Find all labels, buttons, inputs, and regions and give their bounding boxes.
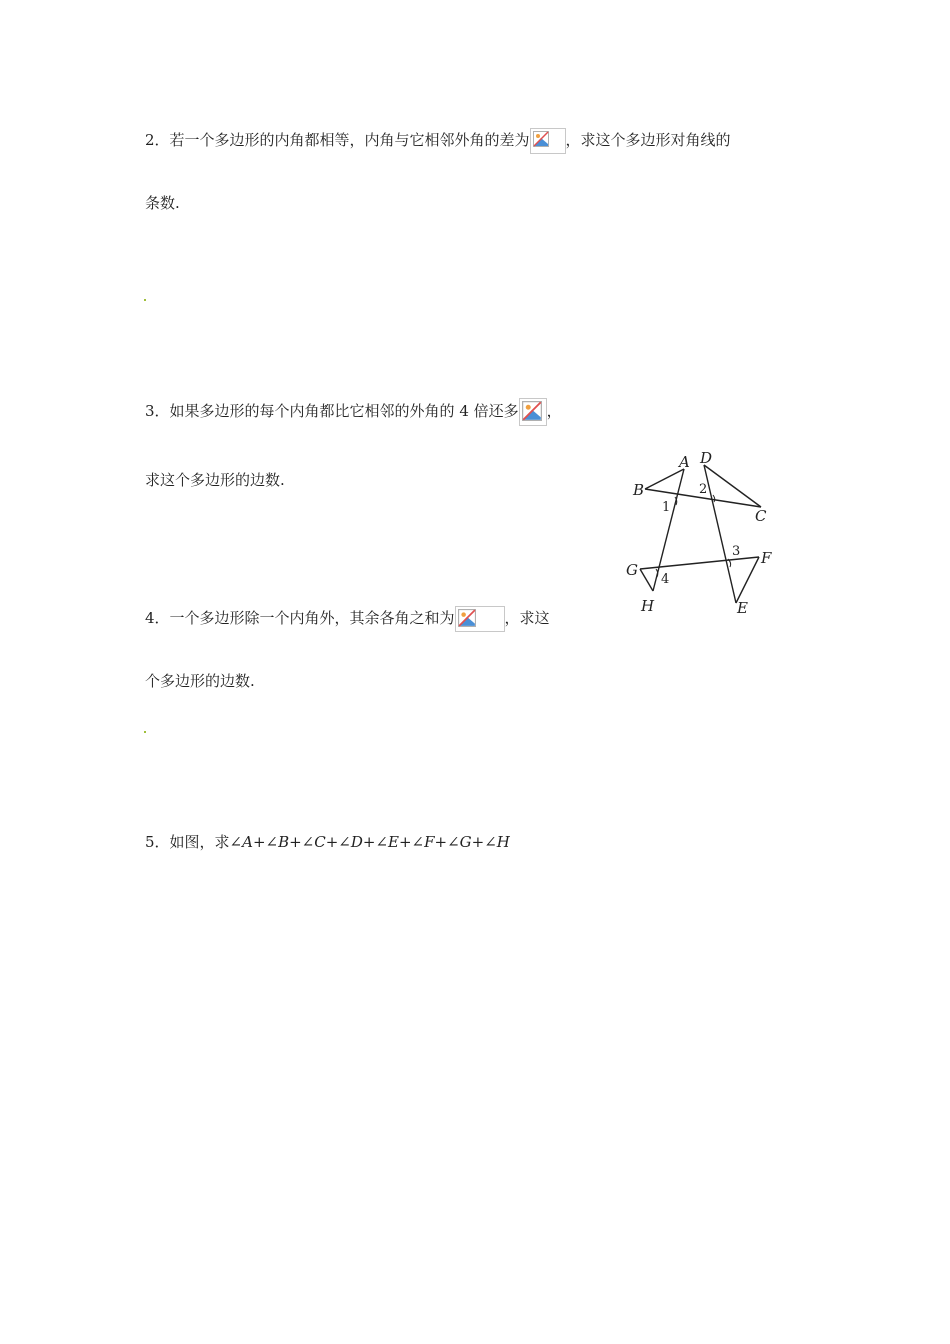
- broken-image-placeholder: [530, 128, 566, 154]
- question-4-text-start: 4．一个多边形除一个内角外，其余各角之和为: [145, 609, 455, 627]
- label-E: E: [737, 599, 748, 617]
- label-A: A: [679, 453, 690, 471]
- broken-image-icon: [458, 609, 476, 627]
- question-3-line-1: [145, 398, 562, 426]
- question-3-text-end: ，: [546, 402, 562, 420]
- question-4-text-end: ，求这: [504, 609, 550, 627]
- stray-mark: [144, 731, 146, 733]
- segment-GH: [640, 569, 653, 591]
- segment-BA: [645, 469, 684, 489]
- label-B: B: [633, 481, 645, 499]
- label-angle-2: 2: [699, 482, 708, 497]
- question-5-expression: ∠A+∠B+∠C+∠D+∠E+∠F+∠G+∠H: [229, 833, 510, 851]
- label-angle-3: 3: [732, 544, 741, 559]
- question-2-line-2: 条数.: [145, 194, 180, 212]
- angle-arc-2: [713, 495, 715, 502]
- segment-GF: [640, 557, 759, 569]
- question-5-prefix: 5．如图，求: [145, 833, 230, 851]
- question-5: [145, 832, 510, 852]
- question-3-line-2: 求这个多边形的边数.: [145, 471, 285, 489]
- broken-image-placeholder: [455, 606, 505, 632]
- question-2-text-end: ，求这个多边形对角线的: [565, 131, 731, 149]
- question-2-text-start: 2．若一个多边形的内角都相等，内角与它相邻外角的差为: [145, 131, 530, 149]
- question-2-line-1: [145, 128, 731, 154]
- label-H: H: [641, 597, 655, 615]
- label-D: D: [700, 449, 713, 467]
- geometry-figure: [615, 445, 795, 620]
- label-angle-4: 4: [661, 572, 670, 587]
- stray-mark: [144, 299, 146, 301]
- question-3-text-start: 3．如果多边形的每个内角都比它相邻的外角的 4 倍还多: [145, 402, 519, 420]
- label-C: C: [755, 507, 767, 525]
- broken-image-icon: [533, 131, 549, 147]
- label-angle-1: 1: [662, 500, 671, 515]
- broken-image-icon: [522, 401, 542, 421]
- broken-image-placeholder: [519, 398, 547, 426]
- segment-FE: [736, 557, 759, 603]
- question-4-line-1: [145, 606, 550, 632]
- label-G: G: [626, 561, 638, 579]
- question-4-line-2: 个多边形的边数.: [145, 672, 255, 690]
- label-F: F: [761, 549, 772, 567]
